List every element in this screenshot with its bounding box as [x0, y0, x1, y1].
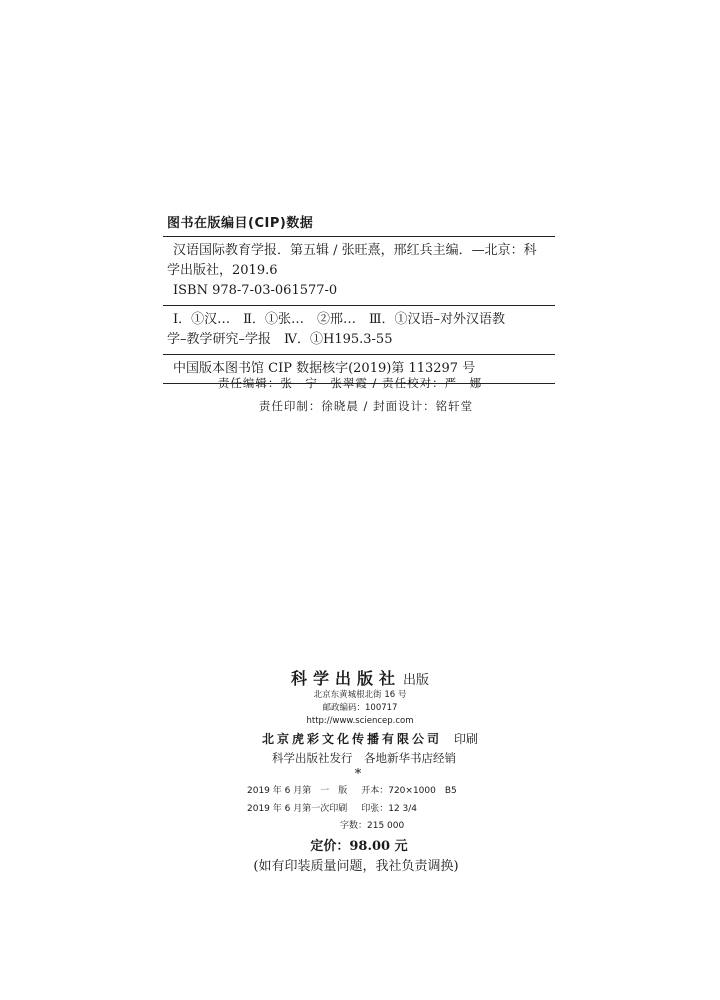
- publisher-line: [0, 666, 720, 689]
- publisher-name: 科学出版社: [290, 669, 401, 688]
- cip-line: 汉语国际教育学报．第五辑 / 张旺熹，邢红兵主编．—北京：科: [173, 243, 537, 258]
- cip-line: Ⅰ．①汉… Ⅱ．①张… ②邢… Ⅲ．①汉语–对外汉语教: [173, 312, 506, 327]
- quality-note: (如有印装质量问题，我社负责调换): [253, 859, 459, 874]
- publisher-suffix: 出版: [403, 673, 430, 688]
- spec-row: [247, 783, 457, 796]
- cip-block: [163, 212, 555, 384]
- cip-line: 学出版社，2019.6: [167, 263, 278, 278]
- publisher-website: http://www.sciencep.com: [306, 716, 414, 726]
- sheets: 印张：12 3/4: [361, 804, 418, 814]
- printer-name: 北京虎彩文化传播有限公司: [261, 732, 442, 746]
- credits-editors: 责任编辑：张 宁 张翠霞 / 责任校对：严 娜: [217, 376, 483, 390]
- publisher-address: 北京东黄城根北街 16 号: [313, 690, 407, 700]
- cip-number: 中国版本图书馆 CIP 数据核字(2019)第 113297 号: [173, 361, 476, 376]
- printing: 2019 年 6 月第一次印刷: [247, 804, 348, 814]
- edition: 2019 年 6 月第 一 版: [247, 786, 348, 796]
- printer-line: [10, 728, 720, 747]
- printer-suffix: 印刷: [454, 732, 479, 746]
- cip-line: 学–教学研究–学报 Ⅳ．①H195.3-55: [167, 332, 393, 347]
- separator-star: *: [354, 767, 362, 782]
- cip-isbn: ISBN 978-7-03-061577-0: [173, 283, 338, 298]
- spec-row: [247, 801, 417, 814]
- word-count: 字数：215 000: [340, 821, 405, 831]
- credits-production: 责任印制：徐晓晨 / 封面设计：铭轩堂: [258, 399, 474, 413]
- format: 开本：720×1000 B5: [361, 786, 457, 796]
- distribution-line: 科学出版社发行 各地新华书店经销: [272, 751, 456, 765]
- cip-classification-section: [163, 306, 555, 355]
- publisher-postcode: 邮政编码：100717: [322, 703, 398, 713]
- cip-title: 图书在版编目(CIP)数据: [163, 212, 555, 237]
- price: 定价：98.00 元: [310, 839, 408, 854]
- cip-bibliographic-section: [163, 237, 555, 306]
